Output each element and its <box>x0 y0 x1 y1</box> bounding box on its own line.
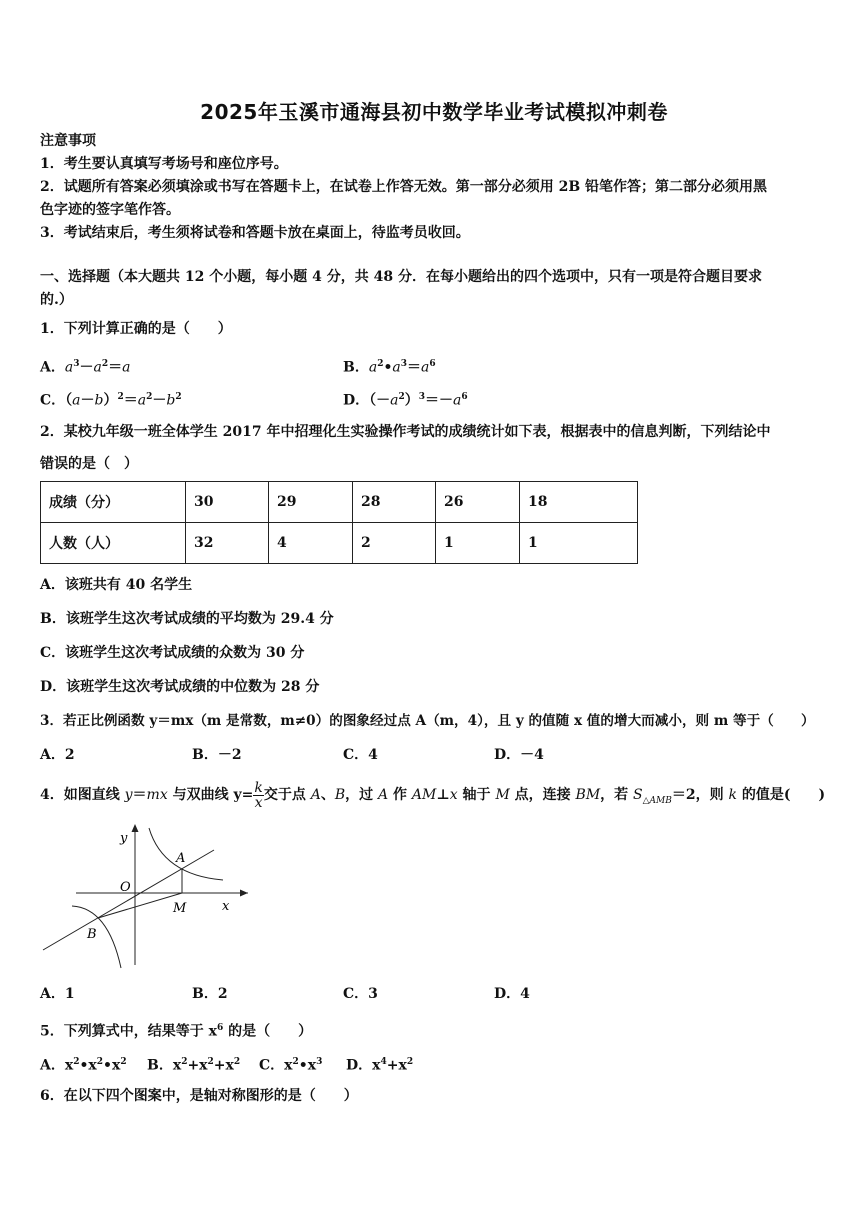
notice-item-2: 2．试题所有答案必须填涂或书写在答题卡上，在试卷上作答无效。第一部分必须用 2B 铅笔作答；第二部分必须用黑 <box>40 179 768 195</box>
table-cell: 29 <box>269 482 353 523</box>
q3-stem: 3．若正比例函数 y＝mx（m 是常数，m≠0）的图象经过点 A（m，4），且 y 的值随 x 值的增大而减小，则 m 等于（ ） <box>40 713 815 729</box>
q3-option-a: A．2 <box>40 747 75 763</box>
table-cell: 26 <box>436 482 520 523</box>
table-cell: 28 <box>353 482 436 523</box>
q2-stem: 2．某校九年级一班全体学生 2017 年中招理化生实验操作考试的成绩统计如下表，根据表中的信息判断，下列结论中 <box>40 424 771 440</box>
score-table <box>40 481 638 564</box>
label-b: B <box>87 927 97 942</box>
label-x: x <box>222 899 230 914</box>
y-axis-arrow-icon <box>132 824 139 832</box>
q1-option-a: A．$a^3-a^2=a$ <box>40 359 131 376</box>
q5-option-b: B．$x^2+x^2+x^2$ <box>147 1057 241 1074</box>
section-heading-cont: 的.） <box>40 292 73 308</box>
q4-option-d: D．4 <box>494 986 530 1002</box>
q5-option-c: C．$x^2•x^3$ <box>259 1057 323 1074</box>
table-cell: 2 <box>353 523 436 564</box>
q5-option-d: D．$x^4+x^2$ <box>346 1057 414 1074</box>
label-o: O <box>120 880 131 895</box>
q5-stem: 5．下列算式中，结果等于 $x^6$ 的是（ ） <box>40 1023 313 1040</box>
q5-option-a: A．$x^2•x^2•x^2$ <box>40 1057 127 1074</box>
q3-option-b: B．－2 <box>192 747 242 763</box>
table-cell: 32 <box>186 523 269 564</box>
q1-option-d: D．$(-a^2)^3=-a^6$ <box>343 392 468 409</box>
q2-stem-cont: 错误的是（ ） <box>40 456 138 472</box>
table-cell: 4 <box>269 523 353 564</box>
q4-stem: 4．如图直线 y＝mx 与双曲线 y= $\frac{k}{x}$ 交于点 A、B，过 A 作 AM⊥x 轴于 M 点，连接 BM，若 $S_{\triangle AMB}=2$，则 k 的值是( ) <box>40 779 826 811</box>
q4-option-b: B．2 <box>192 986 228 1002</box>
table-cell: 30 <box>186 482 269 523</box>
q1-stem: 1．下列计算正确的是（ ） <box>40 321 232 337</box>
table-cell: 1 <box>520 523 638 564</box>
q4-graph <box>38 820 268 975</box>
notice-item-1: 1．考生要认真填写考场号和座位序号。 <box>40 156 288 172</box>
q2-option-a: A．该班共有 40 名学生 <box>40 577 193 593</box>
hyperbola-branch-upper <box>149 828 223 880</box>
q4-option-a: A．1 <box>40 986 75 1002</box>
notice-item-2-cont: 色字迹的签字笔作答。 <box>40 202 180 218</box>
table-cell: 成绩（分） <box>41 482 186 523</box>
section-heading: 一、选择题（本大题共 12 个小题，每小题 4 分，共 48 分．在每小题给出的四个选项中，只有一项是符合题目要求 <box>40 269 762 285</box>
q1-option-c: C．$(a-b)^2=a^2-b^2$ <box>40 392 182 409</box>
q2-option-d: D．该班学生这次考试成绩的中位数为 28 分 <box>40 679 320 695</box>
fraction-k-over-x: $\frac{k}{x}$ <box>254 779 263 811</box>
label-a: A <box>176 851 186 866</box>
label-m: M <box>173 901 187 916</box>
notice-heading: 注意事项 <box>40 133 96 149</box>
table-row <box>41 523 638 564</box>
table-cell: 18 <box>520 482 638 523</box>
q2-option-c: C．该班学生这次考试成绩的众数为 30 分 <box>40 645 305 661</box>
table-cell: 1 <box>436 523 520 564</box>
segment-bm <box>98 893 182 918</box>
label-y: y <box>120 831 128 846</box>
notice-item-3: 3．考试结束后，考生须将试卷和答题卡放在桌面上，待监考员收回。 <box>40 225 470 241</box>
line-y-mx <box>43 850 214 950</box>
q3-option-d: D．－4 <box>494 747 544 763</box>
q4-option-c: C．3 <box>343 986 378 1002</box>
q1-option-b: B．$a^2•a^3=a^6$ <box>343 359 436 376</box>
table-row <box>41 482 638 523</box>
x-axis-arrow-icon <box>240 890 248 897</box>
table-cell: 人数（人） <box>41 523 186 564</box>
q2-option-b: B．该班学生这次考试成绩的平均数为 29.4 分 <box>40 611 334 627</box>
page-title: 2025年玉溪市通海县初中数学毕业考试模拟冲刺卷 <box>200 100 668 124</box>
q6-stem: 6．在以下四个图案中，是轴对称图形的是（ ） <box>40 1088 358 1104</box>
q3-option-c: C．4 <box>343 747 378 763</box>
